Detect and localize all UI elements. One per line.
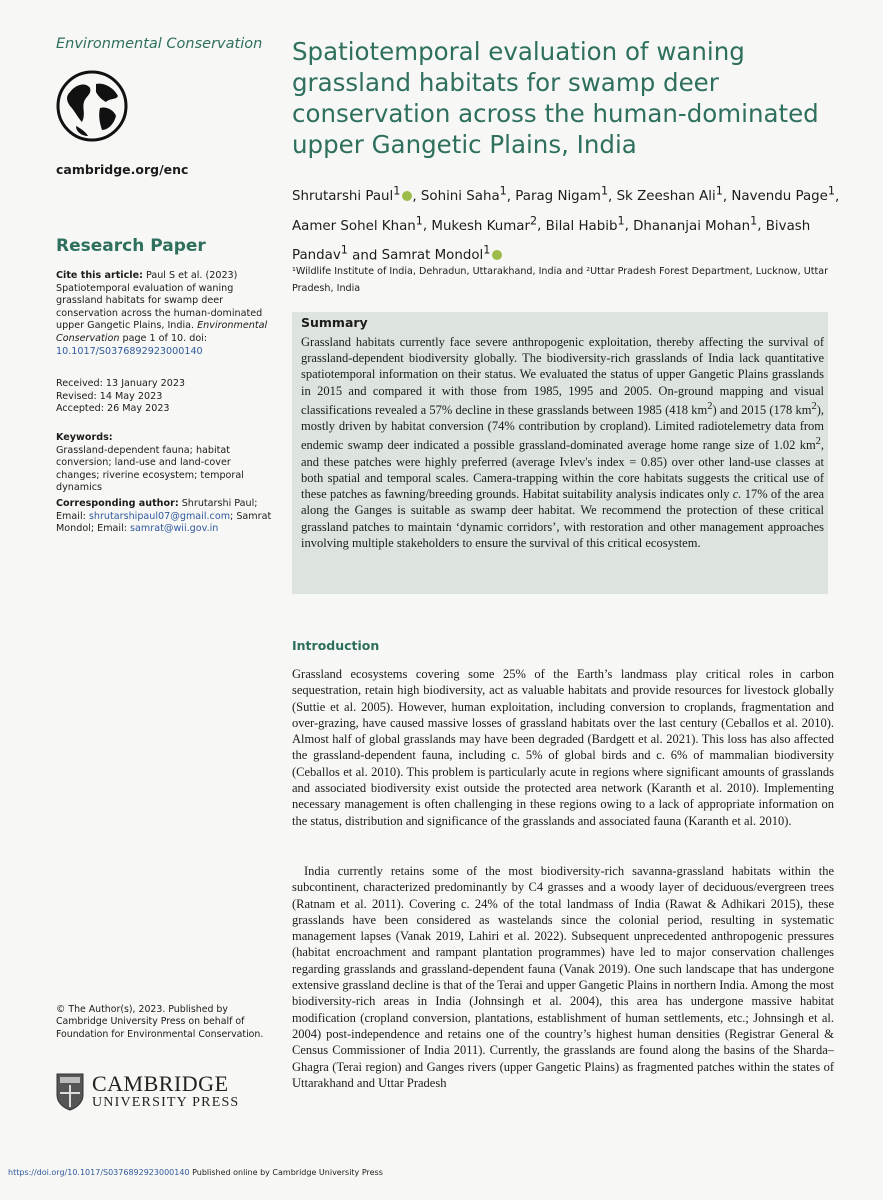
summary-italic: c. — [732, 487, 742, 502]
intro-paragraph-1: Grassland ecosystems covering some 25% of the Earth’s landmass play critical roles in carbon sequestration, retain high biodiversity, act as valuable habitats and provide resources for livestock globally (Suttie et al. 2005). However, human exploitation, including conversion to croplands, fragmentation and over-grazing, have caused massive losses of grassland habitats over the last century (Ceballos et al. 2010). Almost half of global grasslands may have been degraded (Bardgett et al. 2021). This loss has also affected the grassland-dependent fauna, including c. 5% of global birds and c. 6% of mammalian biodiversity (Ceballos et al. 2010). This problem is particularly acute in regions where significant amounts of grasslands and associated biodiversity exist outside the protected area network (Karanth et al. 2010). Implementing necessary management is often challenging in these regions owing to a lack of appropriate information on the status, distribution and significance of the grasslands and associated fauna (Karanth et al. 2010). — [292, 667, 834, 828]
author-affiliation-number: 1 — [340, 243, 348, 257]
summary-heading: Summary — [301, 315, 368, 330]
cite-pages: page 1 of 10. doi: — [119, 332, 208, 344]
superscript: 2 — [815, 436, 821, 448]
accepted-date: Accepted: 26 May 2023 — [56, 403, 170, 415]
keywords-block — [56, 432, 274, 495]
publisher-logo — [56, 1073, 239, 1111]
author-name: Bivash Pandav — [292, 218, 811, 264]
summary-text — [301, 334, 824, 551]
summary-part: ), mostly driven by habitat conversion (74% contribution by cropland). Limited radiotelemetry data from endemic swamp deer indicated a possible grassland-dominated average home range size of 1.02 km — [301, 402, 824, 453]
author-name: Sohini Saha — [420, 189, 500, 205]
superscript: 2 — [811, 400, 817, 412]
author-affiliation-number: 1 — [600, 185, 609, 198]
publisher-subname: UNIVERSITY PRESS — [92, 1095, 240, 1110]
author-name: Mukesh Kumar — [431, 218, 531, 234]
cite-journal: Environmental Conservation — [56, 320, 268, 344]
author-name: Aamer Sohel Khan — [292, 218, 416, 234]
author — [731, 185, 836, 205]
author — [381, 243, 503, 264]
corr-label: Corresponding author: — [56, 498, 179, 509]
cite-text: Paul S et al. (2023) Spatiotemporal evaluation of waning grassland habitats for swamp deer conservation across the human-dominated upper Gangetic Plains, India. — [56, 270, 263, 332]
corr-email2-link[interactable]: samrat@wii.gov.in — [130, 523, 219, 535]
author-affiliation-number: 1 — [415, 214, 423, 228]
author-affiliation-number: 1 — [617, 214, 625, 228]
affiliations: ¹Wildlife Institute of India, Dehradun, Uttarakhand, India and ²Uttar Pradesh Forest Department, Lucknow, Uttar Pradesh, India — [292, 266, 829, 294]
journal-name: Environmental Conservation — [56, 36, 263, 52]
footer-text: Published online by Cambridge University Press — [189, 1168, 383, 1177]
author-affiliation-number: 1 — [483, 243, 491, 257]
author-affiliation-number: 1 — [750, 214, 758, 228]
page-footer — [8, 1168, 383, 1177]
author — [431, 214, 538, 234]
author-name: Bilal Habib — [545, 218, 618, 234]
author-name: Dhananjai Mohan — [633, 218, 751, 234]
author — [633, 214, 758, 234]
introduction-heading: Introduction — [292, 638, 380, 653]
author — [545, 214, 625, 234]
cite-label: Cite this article: — [56, 270, 143, 281]
cite-doi-link[interactable]: 10.1017/S0376892923000140 — [56, 345, 203, 357]
author — [292, 214, 423, 234]
author — [515, 185, 609, 205]
author-affiliation-number: 1 — [499, 185, 507, 198]
summary-part: Grassland habitats currently face severe anthropogenic exploitation, thereby affecting the survival of grassland-dependent biodiversity globally. The biodiversity-rich grasslands of India lack quantitative spatiotemporal information on their status. We evaluated the status of upper Gangetic Plains grasslands in 2015 and compared it with those from 1985, 1995 and 2005. On-ground mapping and visual classifications revealed a 57% decline in these grasslands between 1985 (418 km — [301, 335, 824, 417]
author-affiliation-number: 2 — [530, 214, 538, 228]
author-list: Shrutarshi Paul$^1$ , Sohini Saha$^1$, Parag Nigam$^1$, Sk Zeeshan Ali$^1$, Navendu Page$^1$, Aamer Sohel Khan$^1$, Mukesh Kumar$^2$, Bilal Habib$^1$, Dhananjai Mohan$^1$, Bivash Pandav$^1$ and Samrat Mondol$^1$ — [292, 185, 840, 264]
revised-date: Revised: 14 May 2023 — [56, 390, 163, 402]
orcid-icon[interactable] — [492, 250, 502, 260]
dates-block — [56, 378, 185, 416]
received-date: Received: 13 January 2023 — [56, 378, 186, 389]
publisher-name: CAMBRIDGE — [92, 1071, 229, 1096]
author-affiliation-number: 1 — [393, 185, 401, 198]
author-affiliation-number: 1 — [827, 185, 836, 198]
author-affiliation-number: 1 — [715, 185, 723, 198]
copyright-notice: © The Author(s), 2023. Published by Cambridge University Press on behalf of Foundation for Environmental Conservation. — [56, 1004, 264, 1040]
corresponding-author-block — [56, 498, 274, 536]
author — [292, 185, 412, 205]
cambridge-shield-icon — [56, 1073, 84, 1111]
author-name: Parag Nigam — [515, 189, 601, 205]
footer-doi-link[interactable]: https://doi.org/10.1017/S0376892923000140 — [8, 1168, 190, 1177]
author — [420, 185, 507, 205]
citation-block — [56, 270, 272, 358]
author-name: Samrat Mondol — [381, 248, 484, 264]
article-title: Spatiotemporal evaluation of waning grassland habitats for swamp deer conservation across the human-dominated upper Gangetic Plains, India — [292, 37, 819, 159]
author-name: Shrutarshi Paul — [292, 189, 394, 205]
journal-url-link[interactable]: cambridge.org/enc — [56, 162, 189, 177]
summary-part: 17% of the area along the Ganges is suitable as swamp deer habitat. We recommend the protection of these critical grassland patches to maintain ‘dynamic corridors’, with restoration and other management approaches involving multiple stakeholders to ensure the survival of this critical ecosystem. — [301, 487, 824, 550]
corr-email-label: Email: — [56, 510, 89, 522]
corr-name: Shrutarshi Paul; — [178, 498, 258, 509]
author-name: Sk Zeeshan Ali — [616, 189, 716, 205]
keywords-text: Grassland-dependent fauna; habitat conversion; land-use and land-cover changes; riverine ecosystem; temporal dynamics — [56, 444, 244, 494]
author — [616, 185, 723, 205]
keywords-label: Keywords: — [56, 432, 113, 443]
paper-type-label: Research Paper — [56, 236, 206, 256]
corr-second: ; Samrat Mondol; Email: — [56, 510, 272, 535]
summary-part: ) and 2015 (178 km — [712, 402, 812, 417]
superscript: 2 — [707, 400, 713, 412]
intro-paragraph-2: India currently retains some of the most biodiversity-rich savanna-grassland habitats within the subcontinent, characterized predominantly by C4 grasses and a woody layer of deciduous/evergreen trees (Ratnam et al. 2011). Covering c. 24% of the total landmass of India (Rawat & Adhikari 2015), these grasslands have been considered as wastelands since the colonial period, resulting in systematic management lapses (Vanak 2019, Lahiri et al. 2022). Subsequent unprecedented anthropogenic pressures (habitat encroachment and rampant plantation programmes) have led to major conservation challenges regarding grasslands and grassland-dependent fauna (Vanak 2019). One such landscape that has undergone extensive grassland decline is that of the Terai and upper Gangetic Plains in northern India. Among the most biodiversity-rich areas in India (Johnsingh et al. 2004), this area has undergone massive habitat modification (cropland conversion, plantations, establishment of human settlements, etc.; Johnsingh et al. 2004) post-independence and retains one of the country’s highest human densities (Registrar General & Census Commissioner of India 2011). Currently, the grasslands are found along the basins of the Sharda–Ghagra (Terai region) and Ganges rivers (upper Gangetic Plains) as fragmented patches within the states of Uttarakhand and Uttar Pradesh — [292, 864, 834, 1090]
corr-email-link[interactable]: shrutarshipaul07@gmail.com — [88, 510, 231, 522]
globe-logo-icon — [56, 70, 128, 142]
author-name: Navendu Page — [731, 189, 828, 205]
summary-part: , and these patches were highly preferred (average Ivlev's index = 0.85) over other land-use classes at both spatial and temporal scales. Camera-trapping within the core habitats suggests the critical use of these patches as fawning/breeding grounds. Habitat suitability analysis indicates only — [301, 438, 824, 502]
orcid-icon[interactable] — [402, 191, 412, 201]
